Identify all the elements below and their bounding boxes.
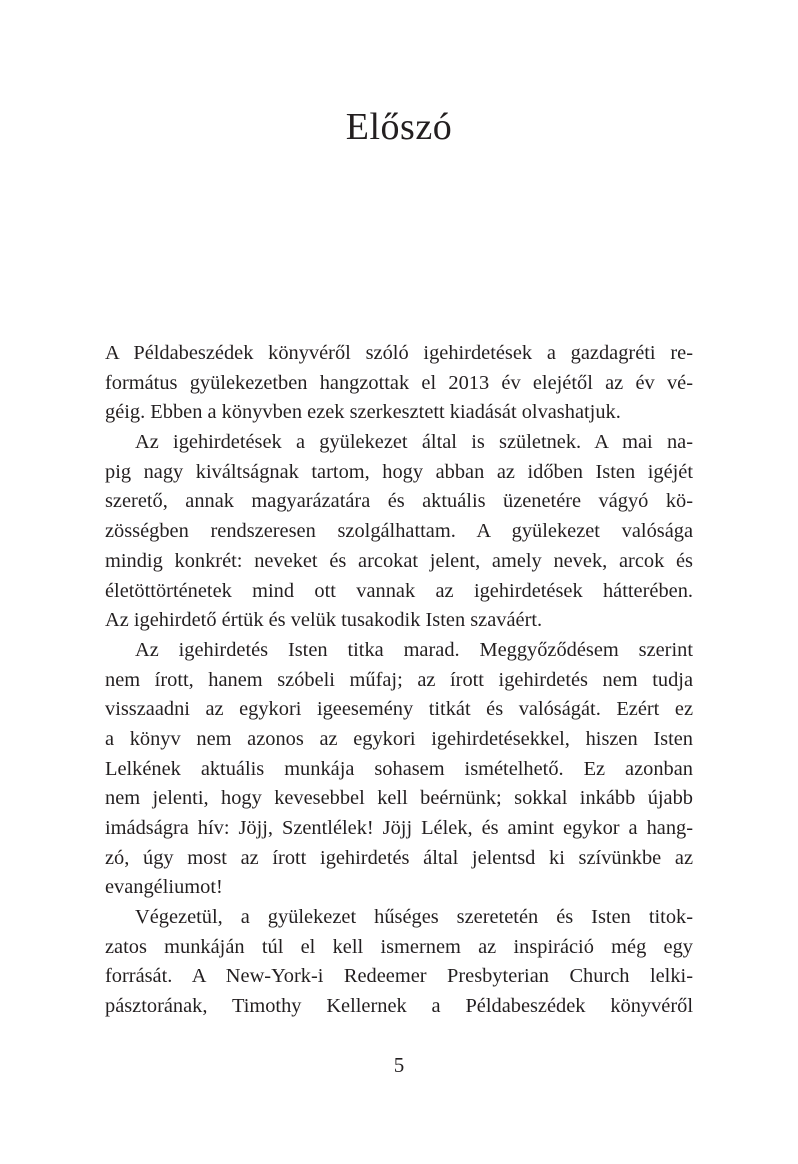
text-line: Az igehirdetés Isten titka marad. Meggyőződésem szerint bbox=[135, 638, 693, 661]
text-line: evangéliumot! bbox=[105, 876, 223, 899]
text-line: Lelkének aktuális munkája sohasem ismételhető. Ez azonban bbox=[105, 757, 693, 780]
text-line: Az igehirdetések a gyülekezet által is születnek. A mai na- bbox=[135, 431, 693, 454]
text-line: szerető, annak magyarázatára és aktuális üzenetére vágyó kö- bbox=[105, 490, 693, 513]
text-line: zó, úgy most az írott igehirdetés által jelentsd ki szívünkbe az bbox=[105, 846, 693, 869]
text-line: visszaadni az egykori igeesemény titkát és valóságát. Ezért ez bbox=[105, 698, 693, 721]
preface-body bbox=[105, 339, 693, 1022]
text-line: formátus gyülekezetben hangzottak el 2013 év elejétől az év vé- bbox=[105, 371, 693, 394]
text-line: Végezetül, a gyülekezet hűséges szeretetén és Isten titok- bbox=[135, 906, 693, 929]
text-line: Az igehirdető értük és velük tusakodik Isten szaváért. bbox=[105, 609, 543, 632]
text-line: pásztorának, Timothy Kellernek a Példabeszédek könyvéről bbox=[105, 995, 693, 1018]
text-line: a könyv nem azonos az egykori igehirdetésekkel, hiszen Isten bbox=[105, 727, 693, 750]
text-line: zatos munkáján túl el kell ismernem az inspiráció még egy bbox=[105, 935, 693, 958]
page-number: 5 bbox=[393, 1053, 405, 1077]
text-line: életöttörténetek mind ott vannak az igehirdetések hátterében. bbox=[105, 579, 693, 602]
text-line: pig nagy kiváltságnak tartom, hogy abban az időben Isten igéjét bbox=[105, 460, 693, 483]
text-line: nem jelenti, hogy kevesebbel kell beérnünk; sokkal inkább újabb bbox=[105, 787, 693, 810]
text-line: géig. Ebben a könyvben ezek szerkesztett kiadását olvashatjuk. bbox=[105, 401, 621, 424]
text-line: forrását. A New-York-i Redeemer Presbyterian Church lelki- bbox=[105, 965, 693, 988]
text-line: mindig konkrét: neveket és arcokat jelent, amely nevek, arcok és bbox=[105, 549, 693, 572]
text-line: zösségben rendszeresen szolgálhattam. A gyülekezet valósága bbox=[105, 520, 693, 543]
page-title: Előszó bbox=[345, 106, 453, 148]
text-line: nem írott, hanem szóbeli műfaj; az írott igehirdetés nem tudja bbox=[105, 668, 693, 691]
text-line: imádságra hív: Jöjj, Szentlélek! Jöjj Lélek, és amint egykor a hang- bbox=[105, 817, 693, 839]
text-line: A Példabeszédek könyvéről szóló igehirdetések a gazdagréti re- bbox=[105, 342, 693, 364]
